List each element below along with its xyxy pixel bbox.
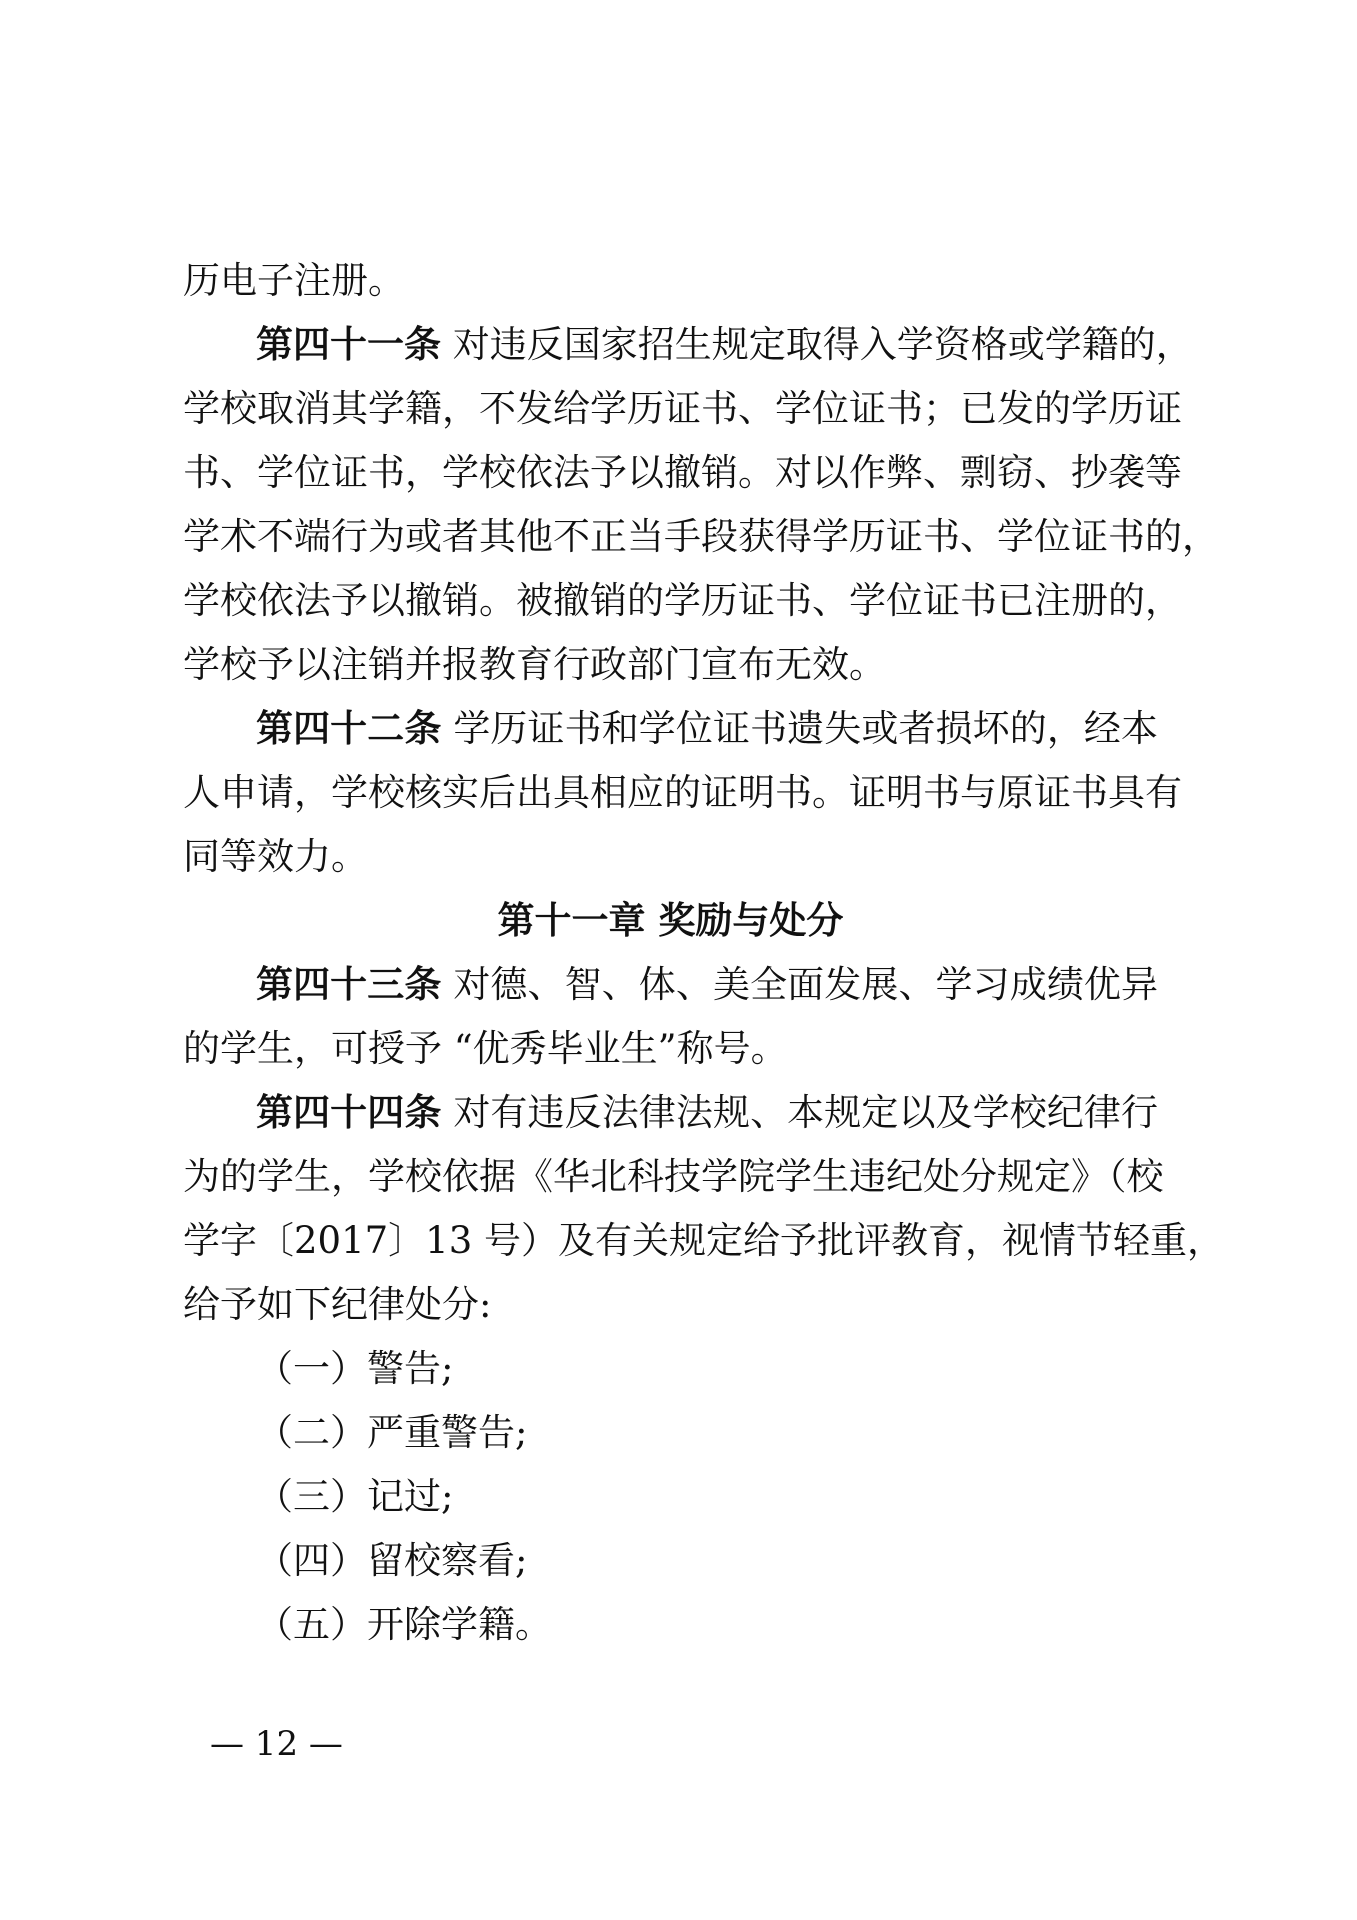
article-42-text: 学历证书和学位证书遗失或者损坏的，经本 — [453, 707, 1159, 750]
penalty-item-1: （一）警告; — [256, 1347, 454, 1390]
article-43-label: 第四十三条 — [256, 963, 442, 1006]
article-42-line-2: 人申请，学校核实后出具相应的证明书。证明书与原证书具有 — [183, 771, 1182, 814]
article-41-line-1 — [256, 323, 1193, 366]
article-43-text: 对德、智、体、美全面发展、学习成绩优异 — [453, 963, 1159, 1006]
article-42-line-3: 同等效力。 — [183, 835, 368, 878]
article-43-line-1 — [256, 963, 1159, 1006]
chapter-heading: 第十一章 奖励与处分 — [497, 899, 844, 942]
article-44-line-4: 给予如下纪律处分: — [183, 1283, 492, 1326]
article-41-text: 对违反国家招生规定取得入学资格或学籍的， — [452, 323, 1193, 366]
article-44-line-3: 学字〔2017〕13 号）及有关规定给予批评教育，视情节轻重， — [183, 1219, 1225, 1262]
article-41-label: 第四十一条 — [256, 323, 441, 366]
article-41-line-6: 学校予以注销并报教育行政部门宣布无效。 — [183, 643, 886, 686]
article-41-line-5: 学校依法予以撤销。被撤销的学历证书、学位证书已注册的， — [183, 579, 1182, 622]
body-line-1: 历电子注册。 — [183, 259, 405, 302]
article-44-label: 第四十四条 — [256, 1091, 442, 1134]
penalty-item-5: （五）开除学籍。 — [256, 1603, 552, 1646]
article-42-line-1 — [256, 707, 1159, 750]
page-number: — 12 — — [210, 1724, 343, 1764]
article-41-line-4: 学术不端行为或者其他不正当手段获得学历证书、学位证书的， — [183, 515, 1219, 558]
article-41-line-2: 学校取消其学籍，不发给学历证书、学位证书；已发的学历证 — [183, 387, 1182, 430]
article-44-line-2: 为的学生，学校依据《华北科技学院学生违纪处分规定》（校 — [183, 1155, 1164, 1198]
penalty-item-2: （二）严重警告; — [256, 1411, 528, 1454]
article-44-line-1 — [256, 1091, 1159, 1134]
penalty-item-4: （四）留校察看; — [256, 1539, 528, 1582]
article-44-text: 对有违反法律法规、本规定以及学校纪律行 — [453, 1091, 1159, 1134]
penalty-item-3: （三）记过; — [256, 1475, 454, 1518]
article-43-line-2: 的学生，可授予 “优秀毕业生”称号。 — [183, 1027, 788, 1070]
article-42-label: 第四十二条 — [256, 707, 442, 750]
article-41-line-3: 书、学位证书，学校依法予以撤销。对以作弊、剽窃、抄袭等 — [183, 451, 1182, 494]
